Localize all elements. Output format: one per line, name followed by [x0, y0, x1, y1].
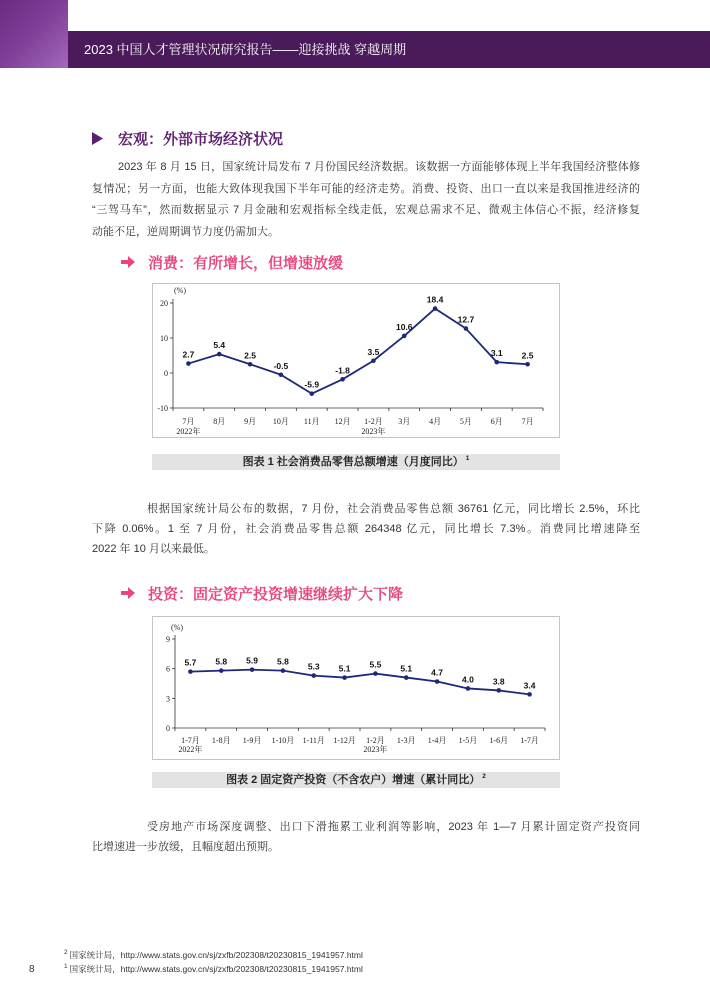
chart-caption [152, 454, 560, 470]
x-tick-label: 1-2月 [366, 736, 385, 745]
x-tick-label: 1-2月 [364, 417, 383, 426]
data-point [188, 669, 193, 674]
data-label: 5.4 [213, 340, 226, 351]
data-label: 10.6 [395, 321, 413, 332]
investment-heading-text: 投资：固定资产投资增速继续扩大下降 [148, 585, 404, 603]
data-label: 5.9 [246, 655, 258, 666]
investment-paragraph [92, 817, 640, 857]
y-tick-label: 9 [166, 635, 170, 644]
y-unit-label: (%) [171, 623, 183, 632]
data-point [494, 360, 499, 365]
y-tick-label: 6 [166, 664, 170, 674]
chart-canvas [153, 284, 559, 437]
retail-sales-growth-chart [152, 283, 560, 438]
data-point [217, 352, 222, 357]
data-point [309, 391, 314, 396]
paragraph-line: 复情况；另一方面，也能大致体现我国下半年可能的经济走势。消费、投资、出口一直以来是我国推进经济的 [92, 182, 640, 195]
footnote-mark: 2 [64, 949, 68, 957]
triangle-right-icon [92, 132, 103, 145]
page-number: 8 [29, 964, 35, 975]
x-tick-label: 1-6月 [489, 736, 509, 745]
section-heading [92, 128, 283, 148]
x-tick-label: 1-5月 [458, 736, 478, 745]
x-tick-label: 1-7月 [181, 736, 200, 745]
fixed-asset-investment-chart [152, 616, 560, 760]
data-label: 5.1 [338, 663, 351, 674]
data-label: 5.3 [307, 661, 320, 672]
paragraph-line: 动能不足，逆周期调节力度仍需加大。 [92, 226, 279, 239]
x-tick-label: 4月 [429, 417, 442, 426]
x-tick-label: 1-12月 [333, 736, 356, 745]
series-line [188, 309, 527, 394]
header-bar [68, 31, 710, 68]
data-point [250, 667, 255, 672]
data-point [402, 334, 407, 339]
y-tick-label: 10 [160, 334, 168, 343]
x-tick-label: 5月 [459, 417, 472, 426]
footnote-text: 国家统计局，http://www.stats.gov.cn/sj/zxfb/202308/t20230815_1941957.html [69, 950, 363, 960]
data-label: -5.9 [304, 379, 320, 390]
x-group-label: 2022年 [178, 745, 203, 754]
y-tick-label: -10 [157, 404, 168, 413]
x-tick-label: 1-10月 [271, 736, 295, 745]
chart-caption [152, 772, 560, 788]
x-tick-label: 7月 [521, 417, 534, 426]
y-tick-label: 0 [166, 724, 170, 733]
chart-canvas [153, 617, 559, 759]
paragraph-line: 比增速进一步放缓，且幅度超出预期。 [92, 841, 279, 853]
x-tick-label: 1-3月 [396, 736, 416, 745]
arrow-right-icon [121, 587, 135, 599]
x-group-label: 2023年 [361, 427, 386, 436]
consumption-heading [121, 252, 343, 272]
x-tick-label: 1-9月 [242, 736, 262, 745]
data-label: 2.7 [182, 349, 195, 360]
x-tick-label: 12月 [334, 417, 351, 426]
data-point [186, 361, 191, 366]
data-point [433, 306, 438, 311]
data-label: 12.7 [457, 314, 475, 325]
data-point [340, 377, 345, 382]
data-point [466, 686, 471, 691]
data-label: 5.8 [215, 656, 228, 667]
data-point [464, 326, 469, 331]
consumption-paragraph [92, 499, 640, 559]
footnote-ref: 2 [482, 773, 486, 781]
data-point [248, 362, 253, 367]
data-point [435, 679, 440, 684]
paragraph-line: “三驾马车”，然而数据显示 7 月金融和宏观指标全线走低，宏观总需求不足、微观主体信心不振，经济修复 [92, 204, 640, 217]
data-label: 4.7 [431, 667, 443, 678]
x-group-label: 2023年 [363, 745, 388, 754]
investment-heading [121, 583, 403, 603]
data-label: 5.7 [184, 657, 197, 668]
paragraph-line: 根据国家统计局公布的数据，7 月份，社会消费品零售总额 36761 亿元，同比增长 2.5%，环比 [147, 503, 640, 515]
x-tick-label: 6月 [490, 417, 503, 426]
header-accent-block [0, 0, 68, 68]
x-group-label: 2022年 [176, 427, 201, 436]
data-point [373, 671, 378, 676]
footnote [64, 949, 363, 961]
data-label: -0.5 [273, 360, 289, 371]
report-title: 2023 中国人才管理状况研究报告——迎接挑战 穿越周期 [84, 42, 407, 57]
x-tick-label: 1-7月 [520, 736, 539, 745]
paragraph-line: 受房地产市场深度调整、出口下滑拖累工业利润等影响，2023 年 1—7 月累计固定资产投资同 [147, 821, 640, 833]
data-point [279, 372, 284, 377]
data-point [525, 362, 530, 367]
data-label: 2.5 [244, 350, 256, 361]
section-title: 宏观：外部市场经济状况 [118, 130, 284, 148]
y-tick-label: 20 [160, 299, 168, 308]
footnote-text: 国家统计局，http://www.stats.gov.cn/sj/zxfb/202308/t20230815_1941957.html [69, 964, 363, 974]
chart-caption-text: 图表 1 社会消费品零售总额增速（月度同比） [242, 456, 464, 468]
x-tick-label: 1-4月 [427, 736, 447, 745]
intro-paragraph [92, 157, 640, 244]
data-label: 3.1 [490, 348, 503, 359]
x-tick-label: 7月 [182, 417, 195, 426]
data-label: -1.8 [335, 365, 350, 376]
y-tick-label: 0 [164, 369, 168, 378]
x-tick-label: 8月 [213, 417, 226, 426]
footnote-ref: 1 [465, 455, 470, 463]
y-tick-label: 3 [166, 694, 170, 704]
x-tick-label: 9月 [244, 417, 257, 426]
data-point [527, 692, 532, 697]
data-label: 3.5 [367, 346, 380, 357]
data-point [404, 675, 409, 680]
data-label: 5.8 [277, 656, 289, 667]
data-label: 5.5 [369, 659, 382, 670]
x-tick-label: 10月 [272, 417, 289, 426]
x-tick-label: 1-8月 [211, 736, 231, 745]
footnote-mark: 1 [64, 963, 68, 971]
data-point [281, 668, 286, 673]
data-label: 4.0 [462, 674, 474, 685]
data-point [496, 688, 501, 693]
paragraph-line: 2023 年 8 月 15 日，国家统计局发布 7 月份国民经济数据。该数据一方面能够体现上半年我国经济整体修 [118, 161, 640, 173]
data-point [311, 673, 316, 678]
data-point [342, 675, 347, 680]
data-point [219, 668, 224, 673]
data-label: 3.4 [523, 680, 536, 691]
data-label: 2.5 [521, 350, 534, 361]
footnote [64, 963, 363, 975]
consumption-heading-text: 消费：有所增长，但增速放缓 [148, 254, 344, 272]
x-tick-label: 1-11月 [302, 736, 325, 745]
data-label: 3.8 [492, 676, 505, 687]
data-label: 5.1 [400, 663, 413, 674]
paragraph-line: 2022 年 10 月以来最低。 [92, 543, 215, 555]
y-unit-label: (%) [174, 286, 186, 295]
x-tick-label: 11月 [303, 417, 320, 426]
chart-caption-text: 图表 2 固定资产投资（不含农户）增速（累计同比） [226, 774, 481, 786]
paragraph-line: 下降 0.06%。1 至 7 月份，社会消费品零售总额 264348 亿元，同比增长 7.3%。消费同比增速降至 [92, 523, 640, 535]
x-tick-label: 3月 [398, 417, 411, 426]
arrow-right-icon [121, 256, 135, 268]
data-point [371, 358, 376, 363]
data-label: 18.4 [426, 294, 444, 305]
